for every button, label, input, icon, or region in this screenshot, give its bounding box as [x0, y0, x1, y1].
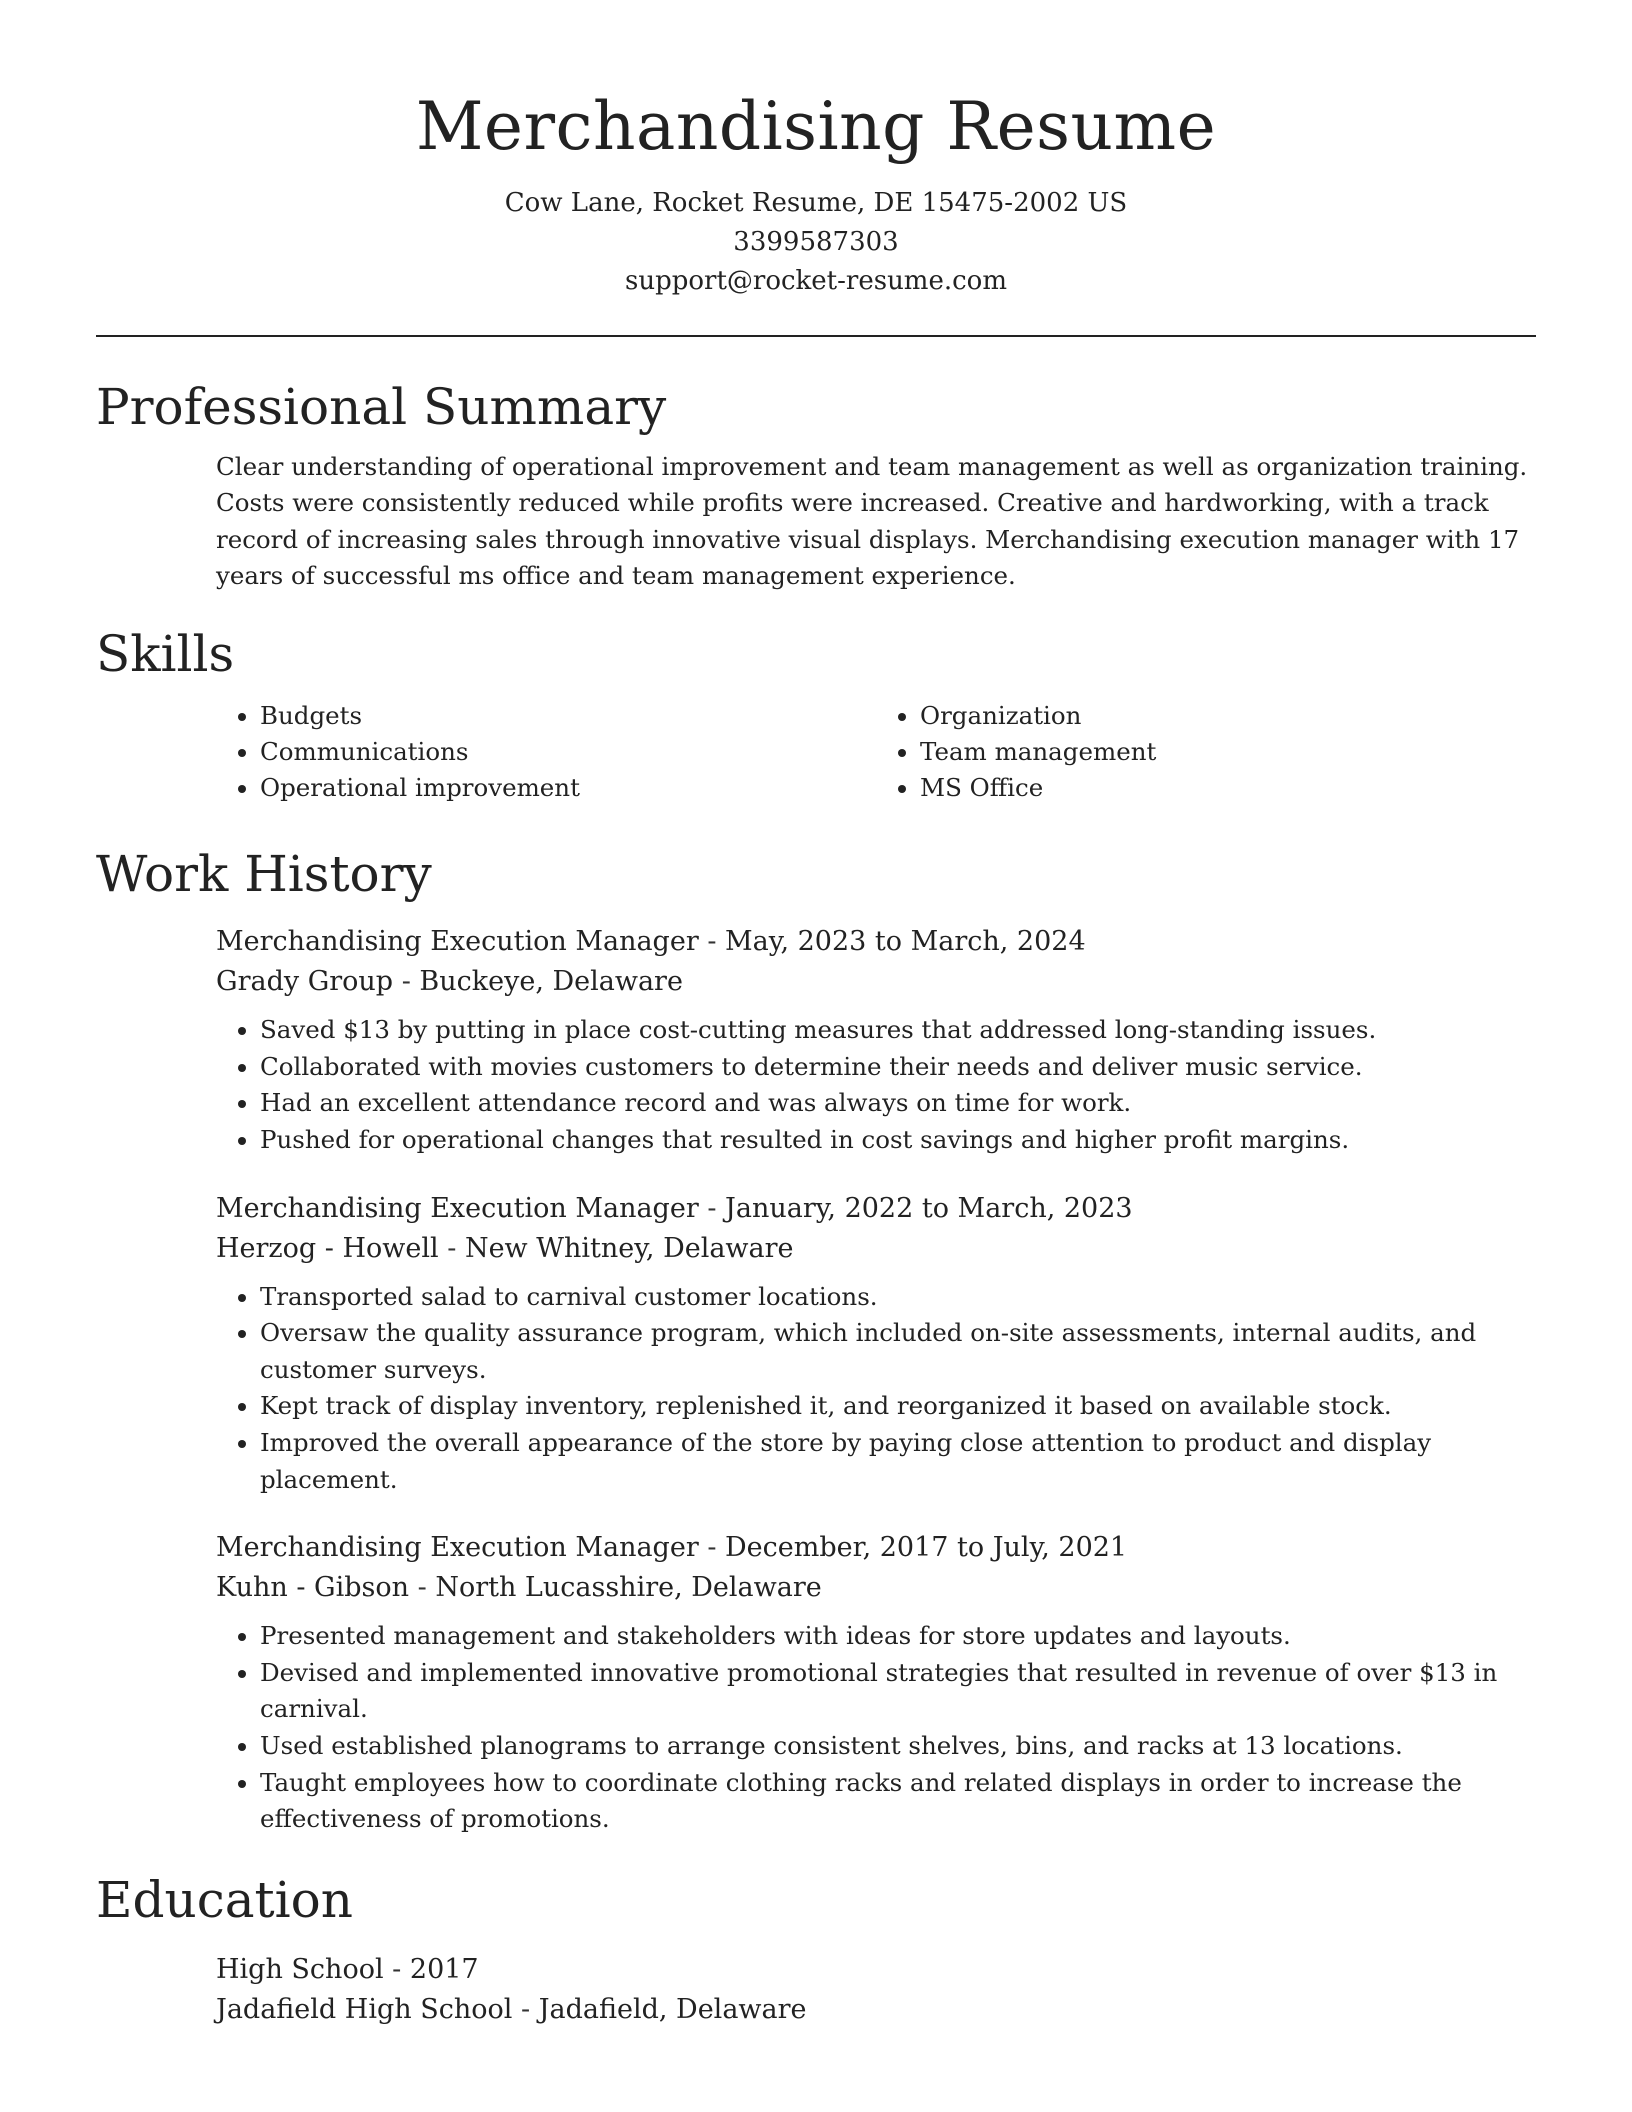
job-entry	[216, 922, 1536, 1158]
section-title-education: Education	[96, 1870, 353, 1929]
job-title-line: Merchandising Execution Manager - December, 2017 to July, 2021	[216, 1532, 1128, 1564]
job-bullet: • Collaborated with movies customers to determine their needs and deliver music service.	[260, 1049, 1536, 1086]
job-bullet: • Taught employees how to coordinate clothing racks and related displays in order to increase the effectiveness of promotions.	[260, 1765, 1536, 1838]
job-title-line: Merchandising Execution Manager - January, 2022 to March, 2023	[216, 1192, 1133, 1224]
job-entry	[216, 1189, 1536, 1499]
section-title-summary: Professional Summary	[96, 378, 667, 436]
job-company-line: Herzog - Howell - New Whitney, Delaware	[216, 1232, 794, 1264]
job-role: Merchandising Execution Manager	[216, 1532, 699, 1564]
skill-item: • Team management	[920, 734, 1536, 770]
job-role: Merchandising Execution Manager	[216, 1192, 699, 1224]
job-bullet: • Devised and implemented innovative promotional strategies that resulted in revenue of over $13 in carnival.	[260, 1655, 1536, 1728]
resume-page	[96, 0, 1536, 2030]
job-location: North Lucasshire, Delaware	[435, 1572, 822, 1604]
job-location: Buckeye, Delaware	[419, 966, 683, 998]
skills-column-left	[216, 698, 876, 806]
job-company: Herzog - Howell	[216, 1232, 439, 1264]
job-dates: January, 2022 to March, 2023	[725, 1192, 1133, 1224]
education-location: Jadafield, Delaware	[538, 1993, 807, 2025]
skill-item: • Communications	[260, 734, 876, 770]
job-bullet: • Kept track of display inventory, replenished it, and reorganized it based on available stock.	[260, 1388, 1536, 1425]
job-bullets	[216, 1279, 1536, 1499]
education-school-line: Jadafield High School - Jadafield, Delaware	[216, 1993, 807, 2025]
job-company: Kuhn - Gibson	[216, 1572, 410, 1604]
skill-item: • Operational improvement	[260, 770, 876, 806]
contact-info	[96, 184, 1536, 301]
section-title-skills: Skills	[96, 625, 235, 684]
job-bullet: • Pushed for operational changes that resulted in cost savings and higher profit margins.	[260, 1122, 1536, 1159]
skill-item: • MS Office	[920, 770, 1536, 806]
job-company-line: Grady Group - Buckeye, Delaware	[216, 966, 683, 998]
summary-text: Clear understanding of operational improvement and team management as well as organization training. Costs were consistently reduced while profits were increased. Creative and hardworking, with a track record of increasing sales through innovative visual displays. Merchandising execution manager with 17 years of successful ms office and team management experience.	[216, 452, 1528, 590]
education-degree: High School	[216, 1953, 384, 1985]
job-bullet: • Had an excellent attendance record and was always on time for work.	[260, 1085, 1536, 1122]
education-entry	[216, 1950, 1536, 2030]
job-bullet: • Used established planograms to arrange consistent shelves, bins, and racks at 13 locations.	[260, 1728, 1536, 1765]
job-entry	[216, 1528, 1536, 1838]
job-dates: May, 2023 to March, 2024	[725, 926, 1086, 958]
job-location: New Whitney, Delaware	[464, 1232, 794, 1264]
skill-item: • Organization	[920, 698, 1536, 734]
job-bullets	[216, 1012, 1536, 1158]
skills-column-right	[876, 698, 1536, 806]
education-school: Jadafield High School	[216, 1993, 513, 2025]
section-title-work-history: Work History	[96, 845, 432, 904]
job-company-line: Kuhn - Gibson - North Lucasshire, Delaware	[216, 1572, 822, 1604]
job-dates: December, 2017 to July, 2021	[725, 1532, 1128, 1564]
skills-list	[216, 698, 1536, 806]
skill-item: • Budgets	[260, 698, 876, 734]
job-bullet: • Transported salad to carnival customer locations.	[260, 1279, 1536, 1316]
contact-address: Cow Lane, Rocket Resume, DE 15475-2002 US	[504, 188, 1128, 218]
job-bullet: • Oversaw the quality assurance program, which included on-site assessments, internal audits, and customer surveys.	[260, 1315, 1536, 1388]
contact-email: support@rocket-resume.com	[624, 266, 1007, 296]
job-company: Grady Group	[216, 966, 394, 998]
contact-phone: 3399587303	[733, 227, 899, 257]
header-divider	[96, 335, 1536, 337]
education-year: 2017	[409, 1953, 479, 1985]
job-role: Merchandising Execution Manager	[216, 926, 699, 958]
resume-header	[96, 0, 1536, 301]
job-bullet: • Presented management and stakeholders with ideas for store updates and layouts.	[260, 1618, 1536, 1655]
job-title-line: Merchandising Execution Manager - May, 2023 to March, 2024	[216, 926, 1086, 958]
resume-title: Merchandising Resume	[415, 88, 1217, 165]
job-bullet: • Saved $13 by putting in place cost-cutting measures that addressed long-standing issues.	[260, 1012, 1536, 1049]
job-bullet: • Improved the overall appearance of the store by paying close attention to product and display placement.	[260, 1425, 1536, 1498]
education-degree-line: High School - 2017	[216, 1953, 479, 1985]
job-bullets	[216, 1618, 1536, 1838]
